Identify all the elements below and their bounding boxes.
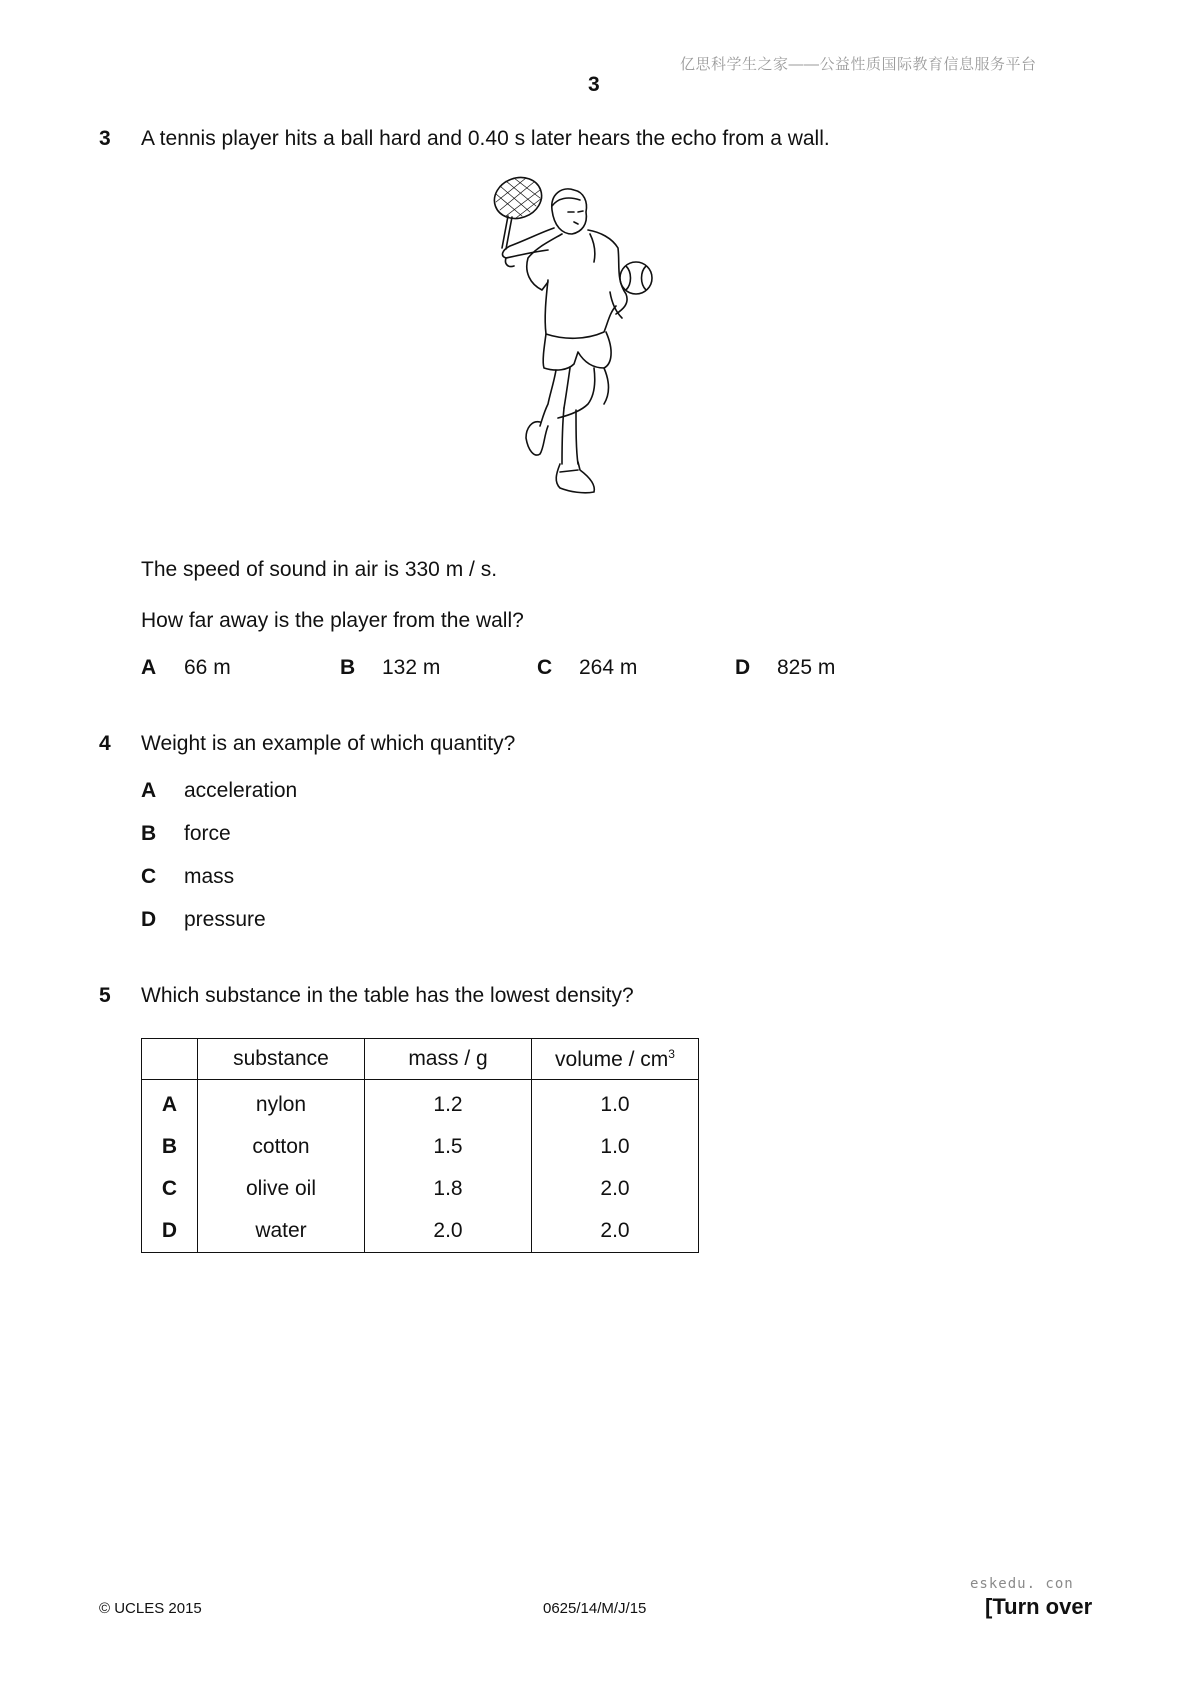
question-3-number: 3 xyxy=(99,127,111,150)
density-table xyxy=(141,1038,699,1253)
cell-substance: water xyxy=(198,1210,365,1253)
q4-option-b-text: force xyxy=(184,822,231,845)
q4-option-d-text: pressure xyxy=(184,908,266,931)
cell-mass: 2.0 xyxy=(365,1210,532,1253)
table-header-row xyxy=(142,1039,699,1080)
q4-option-b-letter: B xyxy=(141,822,157,845)
cell-substance: olive oil xyxy=(198,1168,365,1210)
page-number: 3 xyxy=(588,73,600,96)
q3-option-d-letter: D xyxy=(735,656,751,679)
question-3-line-question: How far away is the player from the wall? xyxy=(141,609,524,632)
row-label: D xyxy=(142,1210,198,1253)
table-header-substance: substance xyxy=(198,1039,365,1080)
question-5-text: Which substance in the table has the lowest density? xyxy=(141,984,634,1007)
q3-option-b-text: 132 m xyxy=(382,656,441,679)
paper-code: 0625/14/M/J/15 xyxy=(543,1600,647,1617)
cell-volume: 1.0 xyxy=(532,1126,699,1168)
q4-option-a-text: acceleration xyxy=(184,779,298,802)
cell-substance: nylon xyxy=(198,1080,365,1127)
cell-mass: 1.2 xyxy=(365,1080,532,1127)
cell-volume: 2.0 xyxy=(532,1210,699,1253)
cell-substance: cotton xyxy=(198,1126,365,1168)
row-label: B xyxy=(142,1126,198,1168)
q3-option-a-letter: A xyxy=(141,656,157,679)
q3-option-a-text: 66 m xyxy=(184,656,231,679)
question-4-text: Weight is an example of which quantity? xyxy=(141,732,516,755)
table-row xyxy=(142,1126,699,1168)
tennis-player-illustration-icon xyxy=(470,172,720,537)
q3-option-c-letter: C xyxy=(537,656,553,679)
q4-option-c-letter: C xyxy=(141,865,157,888)
table-header-volume xyxy=(532,1039,699,1080)
volume-unit-text: volume / cm xyxy=(555,1047,669,1071)
q3-option-b-letter: B xyxy=(340,656,356,679)
q4-option-a-letter: A xyxy=(141,779,157,802)
q4-option-c-text: mass xyxy=(184,865,235,888)
table-header-label xyxy=(142,1039,198,1080)
q3-option-d-text: 825 m xyxy=(777,656,836,679)
question-5-number: 5 xyxy=(99,984,111,1007)
question-3-text: A tennis player hits a ball hard and 0.40 s later hears the echo from a wall. xyxy=(141,127,830,150)
q3-option-c-text: 264 m xyxy=(579,656,638,679)
question-4-number: 4 xyxy=(99,732,111,755)
table-row xyxy=(142,1168,699,1210)
cell-volume: 2.0 xyxy=(532,1168,699,1210)
table-header-mass: mass / g xyxy=(365,1039,532,1080)
row-label: C xyxy=(142,1168,198,1210)
row-label: A xyxy=(142,1080,198,1127)
turn-over-label: [Turn over xyxy=(985,1594,1093,1619)
cell-mass: 1.5 xyxy=(365,1126,532,1168)
table-row xyxy=(142,1210,699,1253)
q4-option-d-letter: D xyxy=(141,908,157,931)
question-3-line-speed: The speed of sound in air is 330 m / s. xyxy=(141,558,498,581)
copyright-text: © UCLES 2015 xyxy=(99,1600,202,1617)
table-row xyxy=(142,1080,699,1127)
cell-mass: 1.8 xyxy=(365,1168,532,1210)
cell-volume: 1.0 xyxy=(532,1080,699,1127)
site-watermark: eskedu. con xyxy=(970,1576,1074,1592)
watermark-text: 亿思科学生之家——公益性质国际教育信息服务平台 xyxy=(680,56,1037,73)
volume-unit-exponent: 3 xyxy=(668,1046,675,1061)
